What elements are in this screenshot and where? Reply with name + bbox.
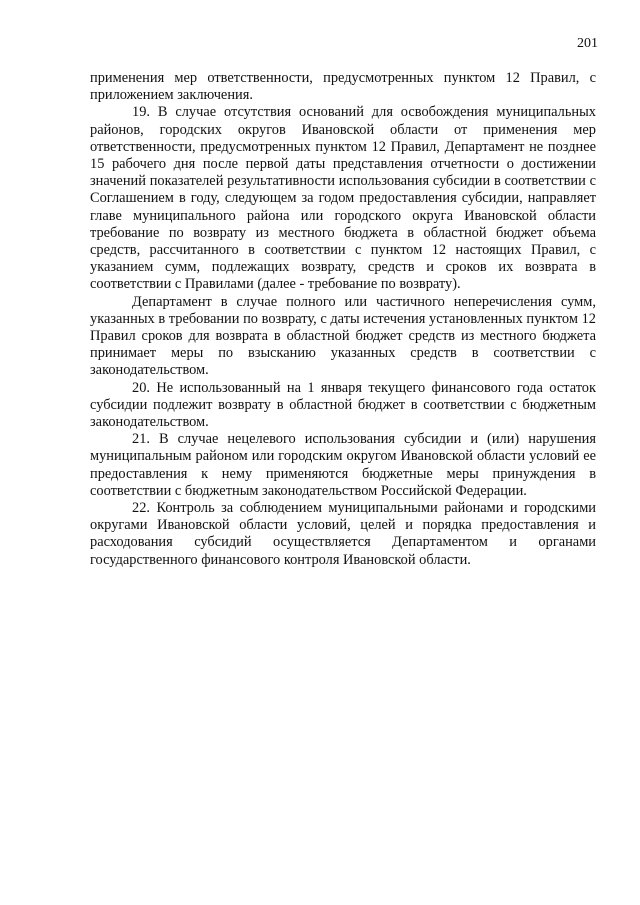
- page-number: 201: [577, 36, 598, 51]
- paragraph-21: 21. В случае нецелевого использования субсидии и (или) нарушения муниципальным районом или городским округом Ивановской области условий ее предоставления к нему применяются бюджетные меры принуждения в соответствии с бюджетным законодательством Российской Федерации.: [90, 431, 596, 499]
- document-body: [90, 70, 596, 569]
- paragraph-20: 20. Не использованный на 1 января текущего финансового года остаток субсидии подлежит возврату в областной бюджет в соответствии с бюджетным законодательством.: [90, 379, 596, 431]
- paragraph-19: 19. В случае отсутствия оснований для освобождения муниципальных районов, городских округов Ивановской области от применения мер ответственности, предусмотренных пунктом 12 Правил, Департамент не позднее 15 рабочего дня после первой даты представления отчетности о достижении значений показателей результативности использования субсидии в соответствии с Соглашением в году, следующем за годом предоставления субсидии, направляет главе муниципального района или городского округа Ивановской области требование по возврату из местного бюджета в областной бюджет объема средств, рассчитанного в соответствии с пунктом 12 настоящих Правил, с указанием сумм, подлежащих возврату, средств и сроков их возврата в соответствии с Правилами (далее - требование по возврату).: [90, 104, 596, 293]
- paragraph-22: 22. Контроль за соблюдением муниципальными районами и городскими округами Ивановской области условий, целей и порядка предоставления и расходования субсидий осуществляется Департаментом и органами государственного финансового контроля Ивановской области.: [90, 500, 596, 568]
- paragraph-continuation: применения мер ответственности, предусмотренных пунктом 12 Правил, с приложением заключения.: [90, 70, 596, 104]
- paragraph-department-measures: Департамент в случае полного или частичного неперечисления сумм, указанных в требовании по возврату, с даты истечения установленных пунктом 12 Правил сроков для возврата в областной бюджет средств из местного бюджета принимает меры по взысканию указанных средств в соответствии с законодательством.: [90, 293, 596, 379]
